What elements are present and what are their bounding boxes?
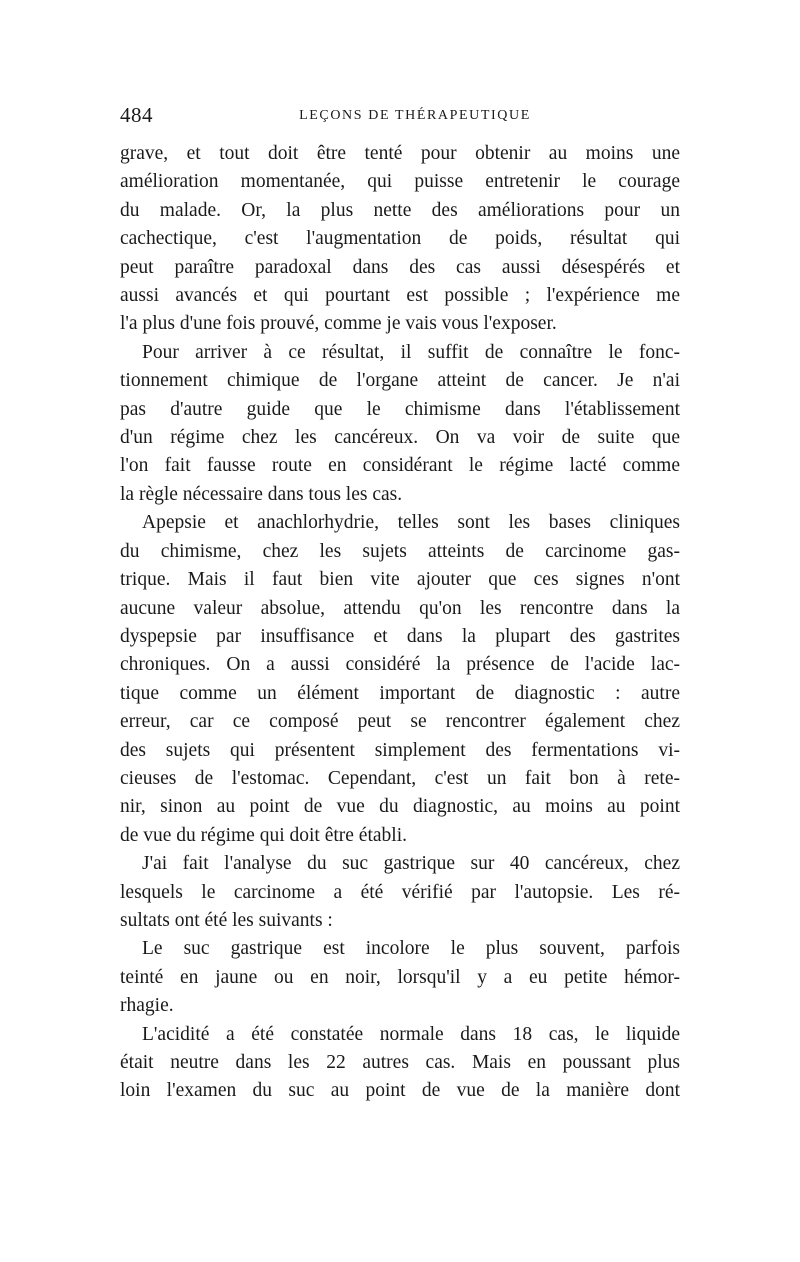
text-line: cachectique, c'est l'augmentation de poids, résultat qui (120, 228, 680, 250)
text-line: était neutre dans les 22 autres cas. Mais en poussant plus (120, 1052, 680, 1073)
text-line: l'on fait fausse route en considérant le régime lacté comme (120, 455, 680, 477)
text-line: pas d'autre guide que le chimisme dans l'établissement (120, 398, 680, 420)
text-line: rhagie. (120, 995, 174, 1017)
text-line: grave, et tout doit être tenté pour obtenir au moins une (120, 143, 680, 164)
page-header (120, 103, 680, 133)
text-line: teinté en jaune ou en noir, lorsqu'il y a eu petite hémor- (120, 966, 680, 988)
text-line: du chimisme, chez les sujets atteints de carcinome gas- (120, 540, 680, 562)
text-line: Pour arriver à ce résultat, il suffit de connaître le fonc- (142, 341, 680, 363)
text-line: sultats ont été les suivants : (120, 909, 333, 931)
body-text (120, 140, 680, 1106)
text-line: de vue du régime qui doit être établi. (120, 824, 407, 846)
text-line: cieuses de l'estomac. Cependant, c'est un fait bon à rete- (120, 767, 680, 789)
text-line: J'ai fait l'analyse du suc gastrique sur 40 cancéreux, chez (142, 853, 680, 875)
text-line: tionnement chimique de l'organe atteint de cancer. Je n'ai (120, 370, 680, 392)
running-title: LEÇONS DE THÉRAPEUTIQUE (299, 108, 531, 123)
text-line: chroniques. On a aussi considéré la présence de l'acide lac- (120, 654, 680, 676)
page-number: 484 (120, 103, 153, 127)
text-line: L'acidité a été constatée normale dans 18 cas, le liquide (142, 1023, 680, 1045)
text-line: des sujets qui présentent simplement des fermentations vi- (120, 739, 680, 761)
text-line: du malade. Or, la plus nette des améliorations pour un (120, 199, 680, 221)
text-line: nir, sinon au point de vue du diagnostic, au moins au point (120, 796, 680, 818)
text-line: amélioration momentanée, qui puisse entretenir le courage (120, 171, 680, 193)
text-line: Apepsie et anachlorhydrie, telles sont les bases cliniques (142, 512, 680, 534)
text-line: peut paraître paradoxal dans des cas aussi désespérés et (120, 256, 680, 278)
text-line: loin l'examen du suc au point de vue de la manière dont (120, 1080, 680, 1102)
text-line: tique comme un élément important de diagnostic : autre (120, 682, 680, 704)
text-line: aucune valeur absolue, attendu qu'on les rencontre dans la (120, 597, 680, 619)
text-line: Le suc gastrique est incolore le plus souvent, parfois (142, 938, 680, 960)
text-line: la règle nécessaire dans tous les cas. (120, 483, 403, 505)
text-line: erreur, car ce composé peut se rencontrer également chez (120, 711, 680, 733)
text-line: l'a plus d'une fois prouvé, comme je vais vous l'exposer. (120, 313, 557, 335)
text-line: dyspepsie par insuffisance et dans la plupart des gastrites (120, 625, 680, 647)
text-line: d'un régime chez les cancéreux. On va voir de suite que (120, 427, 680, 449)
text-line: trique. Mais il faut bien vite ajouter que ces signes n'ont (120, 569, 680, 591)
text-line: lesquels le carcinome a été vérifié par l'autopsie. Les ré- (120, 881, 680, 903)
text-line: aussi avancés et qui pourtant est possible ; l'expérience me (120, 285, 680, 307)
